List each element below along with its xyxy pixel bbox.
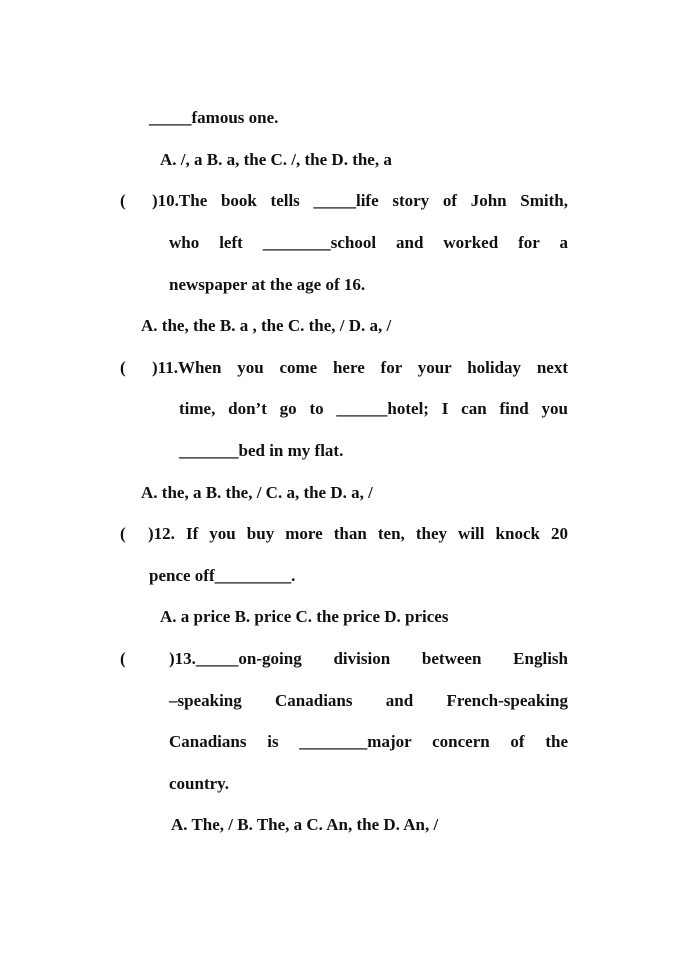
question-10-line-2: who left ________school and worked for a [169, 233, 568, 252]
question-11-line-1: )11.When you come here for your holiday next [152, 358, 568, 377]
question-10-line-3: newspaper at the age of 16. [169, 275, 366, 294]
question-13-line-1: )13._____on-going division between English [169, 649, 568, 668]
question-12-line-1: )12. If you buy more than ten, they will knock 20 [148, 524, 568, 543]
question-10-options: A. the, the B. a , the C. the, / D. a, / [141, 316, 392, 335]
question-9-continuation: _____famous one. [149, 108, 279, 127]
question-12-paren: ( [120, 524, 126, 543]
question-9-options: A. /, a B. a, the C. /, the D. the, a [160, 150, 392, 169]
question-11-line-2: time, don’t go to ______hotel; I can find you [179, 399, 568, 418]
question-13-line-4: country. [169, 774, 229, 793]
question-10-paren: ( [120, 191, 126, 210]
question-13-line-3: Canadians is ________major concern of the [169, 732, 568, 751]
question-10-line-1: )10.The book tells _____life story of John Smith, [152, 191, 568, 210]
question-13-paren: ( [120, 649, 126, 668]
question-12-options: A. a price B. price C. the price D. prices [160, 607, 449, 626]
question-13-line-2: –speaking Canadians and French-speaking [169, 691, 568, 710]
question-12-line-2: pence off_________. [149, 566, 296, 585]
question-11-options: A. the, a B. the, / C. a, the D. a, / [141, 483, 373, 502]
question-11-line-3: _______bed in my flat. [179, 441, 344, 460]
question-13-options: A. The, / B. The, a C. An, the D. An, / [171, 815, 439, 834]
question-11-paren: ( [120, 358, 126, 377]
